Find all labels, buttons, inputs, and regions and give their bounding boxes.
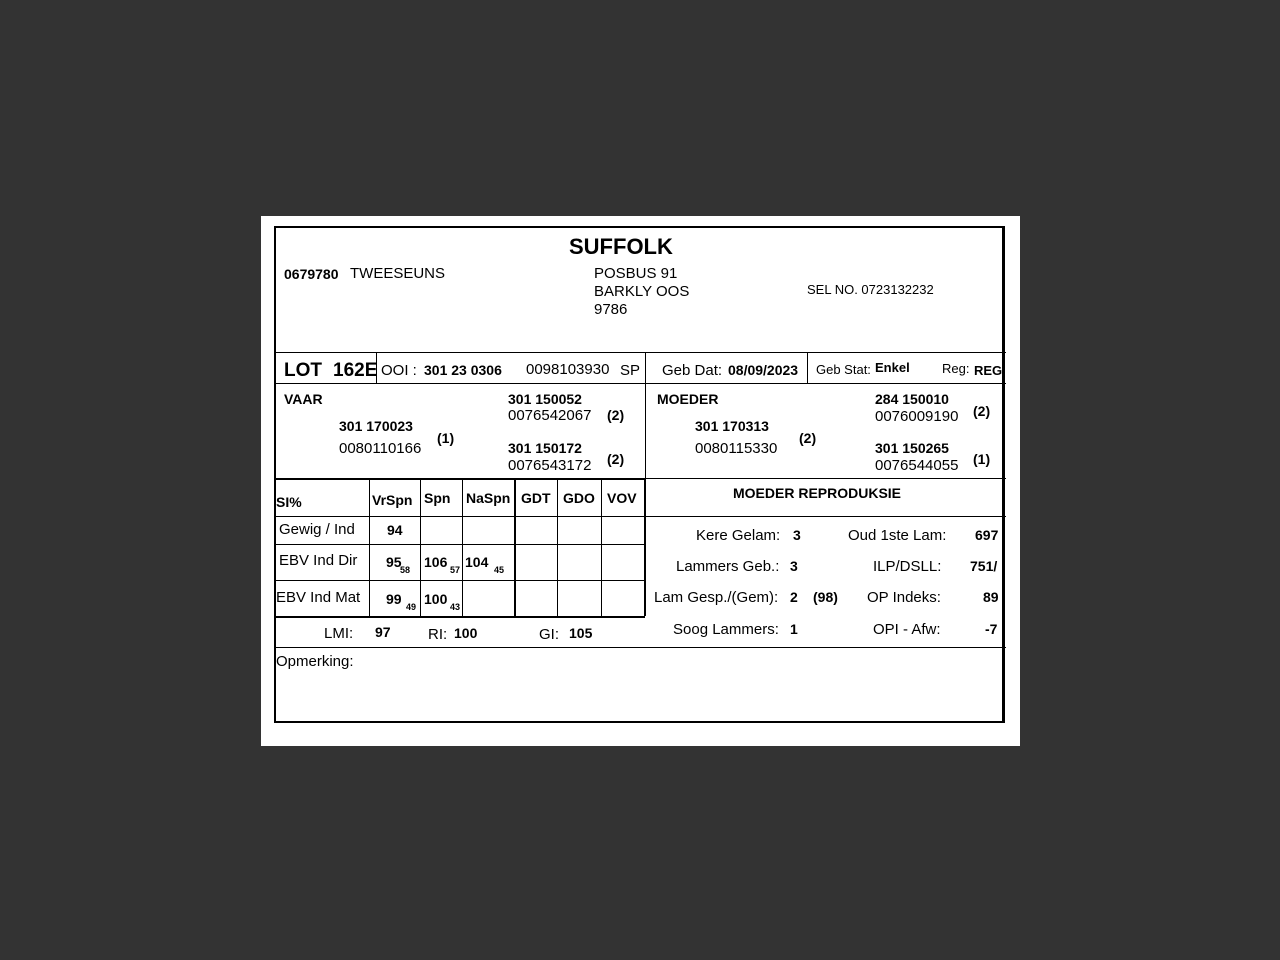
mat-spn-accuracy: 43 bbox=[450, 602, 461, 612]
moeder-number: 0080115330 bbox=[695, 440, 778, 457]
row-label-gewig: Gewig / Ind bbox=[279, 521, 355, 538]
opi-afw-label: OPI - Afw: bbox=[873, 621, 941, 638]
vaar-sire-number: 0076542067 bbox=[508, 407, 592, 424]
row-label-ebv-mat: EBV Ind Mat bbox=[276, 589, 361, 606]
gi-label: GI: bbox=[539, 626, 560, 643]
op-indeks-label: OP Indeks: bbox=[867, 589, 941, 606]
gi-value: 105 bbox=[569, 625, 593, 641]
vaar-number: 0080110166 bbox=[339, 440, 422, 457]
ri-label: RI: bbox=[428, 626, 448, 643]
divider bbox=[645, 352, 646, 484]
lammers-geb-label: Lammers Geb.: bbox=[676, 558, 780, 575]
dir-vrspn-value: 95 bbox=[386, 554, 402, 570]
col-header-gdo: GDO bbox=[563, 490, 595, 506]
vaar-sire-id: 301 150052 bbox=[508, 391, 582, 407]
document-sheet bbox=[261, 216, 1020, 746]
dir-spn-accuracy: 57 bbox=[450, 565, 461, 575]
oud-1ste-lam-label: Oud 1ste Lam: bbox=[848, 527, 947, 544]
lam-gesp-gem: (98) bbox=[813, 589, 838, 605]
divider bbox=[645, 516, 1006, 517]
owner-number: 0679780 bbox=[284, 266, 339, 282]
op-indeks-value: 89 bbox=[983, 589, 999, 605]
mat-vrspn-value: 99 bbox=[386, 591, 402, 607]
vaar-id: 301 170023 bbox=[339, 418, 413, 434]
divider bbox=[276, 647, 1006, 648]
reg-label: Reg: bbox=[942, 361, 970, 376]
divider bbox=[276, 516, 645, 517]
moeder-code: (2) bbox=[799, 430, 817, 446]
geb-stat-label: Geb Stat: bbox=[816, 362, 871, 377]
mat-spn-value: 100 bbox=[424, 591, 448, 607]
sel-number: SEL NO. 0723132232 bbox=[807, 282, 934, 297]
geb-stat-value: Enkel bbox=[875, 360, 910, 375]
vaar-dam-number: 0076543172 bbox=[508, 457, 592, 474]
geb-dat-value: 08/09/2023 bbox=[728, 362, 799, 378]
lmi-label: LMI: bbox=[324, 625, 354, 642]
soog-lammers-label: Soog Lammers: bbox=[673, 621, 779, 638]
divider bbox=[276, 383, 1006, 384]
divider bbox=[807, 352, 808, 383]
divider bbox=[420, 479, 421, 616]
owner-name: TWEESEUNS bbox=[350, 265, 446, 282]
dir-naspn-value: 104 bbox=[465, 554, 489, 570]
lot-label: LOT bbox=[284, 360, 322, 381]
address-line-1: POSBUS 91 bbox=[594, 265, 678, 282]
dir-naspn-accuracy: 45 bbox=[494, 565, 505, 575]
divider bbox=[644, 479, 646, 616]
moeder-sire-id: 284 150010 bbox=[875, 391, 949, 407]
moeder-dam-number: 0076544055 bbox=[875, 457, 959, 474]
lam-gesp-label: Lam Gesp./(Gem): bbox=[654, 589, 779, 606]
divider bbox=[557, 479, 558, 616]
moeder-dam-code: (1) bbox=[973, 451, 991, 467]
ooi-value: 301 23 0306 bbox=[424, 362, 502, 378]
vaar-sire-code: (2) bbox=[607, 407, 625, 423]
geb-dat-label: Geb Dat: bbox=[662, 362, 723, 379]
breed-title: SUFFOLK bbox=[569, 234, 673, 259]
col-header-vov: VOV bbox=[607, 490, 637, 506]
sp-label: SP bbox=[620, 362, 641, 379]
vaar-label: VAAR bbox=[284, 391, 323, 407]
divider bbox=[514, 479, 516, 616]
gewig-vrspn-value: 94 bbox=[387, 522, 403, 538]
lot-number: 162E bbox=[333, 360, 378, 381]
divider bbox=[276, 352, 1006, 353]
vaar-dam-id: 301 150172 bbox=[508, 440, 582, 456]
lot-card bbox=[274, 226, 1005, 723]
reg-value: REG bbox=[974, 363, 1003, 378]
divider bbox=[276, 544, 645, 545]
divider bbox=[276, 478, 645, 480]
divider bbox=[276, 580, 645, 581]
moeder-sire-number: 0076009190 bbox=[875, 408, 959, 425]
divider bbox=[462, 479, 463, 616]
moeder-sire-code: (2) bbox=[973, 403, 991, 419]
dir-vrspn-accuracy: 58 bbox=[400, 565, 411, 575]
ilp-dsll-label: ILP/DSLL: bbox=[873, 558, 942, 575]
ilp-dsll-value: 751/ bbox=[970, 558, 998, 574]
moeder-dam-id: 301 150265 bbox=[875, 440, 949, 456]
oud-1ste-lam-value: 697 bbox=[975, 527, 999, 543]
lammers-geb-value: 3 bbox=[790, 558, 798, 574]
col-header-gdt: GDT bbox=[521, 490, 551, 506]
moeder-label: MOEDER bbox=[657, 391, 719, 407]
address-line-3: 9786 bbox=[594, 301, 628, 318]
divider bbox=[376, 352, 377, 383]
lmi-value: 97 bbox=[375, 624, 391, 640]
ri-value: 100 bbox=[454, 625, 478, 641]
reproduction-title: MOEDER REPRODUKSIE bbox=[733, 485, 902, 501]
divider bbox=[369, 479, 370, 616]
mat-vrspn-accuracy: 49 bbox=[406, 602, 417, 612]
dir-spn-value: 106 bbox=[424, 554, 448, 570]
soog-lammers-value: 1 bbox=[790, 621, 798, 637]
remarks-label: Opmerking: bbox=[276, 653, 354, 670]
kere-gelam-label: Kere Gelam: bbox=[696, 527, 781, 544]
row-label-ebv-dir: EBV Ind Dir bbox=[279, 552, 358, 569]
divider bbox=[276, 616, 645, 618]
opi-afw-value: -7 bbox=[985, 621, 998, 637]
lam-gesp-value: 2 bbox=[790, 589, 798, 605]
divider bbox=[601, 479, 602, 616]
col-header-naspn: NaSpn bbox=[466, 490, 511, 506]
kere-gelam-value: 3 bbox=[793, 527, 801, 543]
col-header-vrspn: VrSpn bbox=[372, 492, 413, 508]
divider bbox=[645, 478, 1006, 479]
vaar-code: (1) bbox=[437, 430, 455, 446]
address-line-2: BARKLY OOS bbox=[594, 283, 690, 300]
col-header-spn: Spn bbox=[424, 490, 451, 506]
ooi-label: OOI : bbox=[381, 362, 417, 379]
moeder-id: 301 170313 bbox=[695, 418, 769, 434]
ooi-id-number: 0098103930 bbox=[526, 361, 610, 378]
col-header-si: SI% bbox=[276, 494, 302, 510]
vaar-dam-code: (2) bbox=[607, 451, 625, 467]
